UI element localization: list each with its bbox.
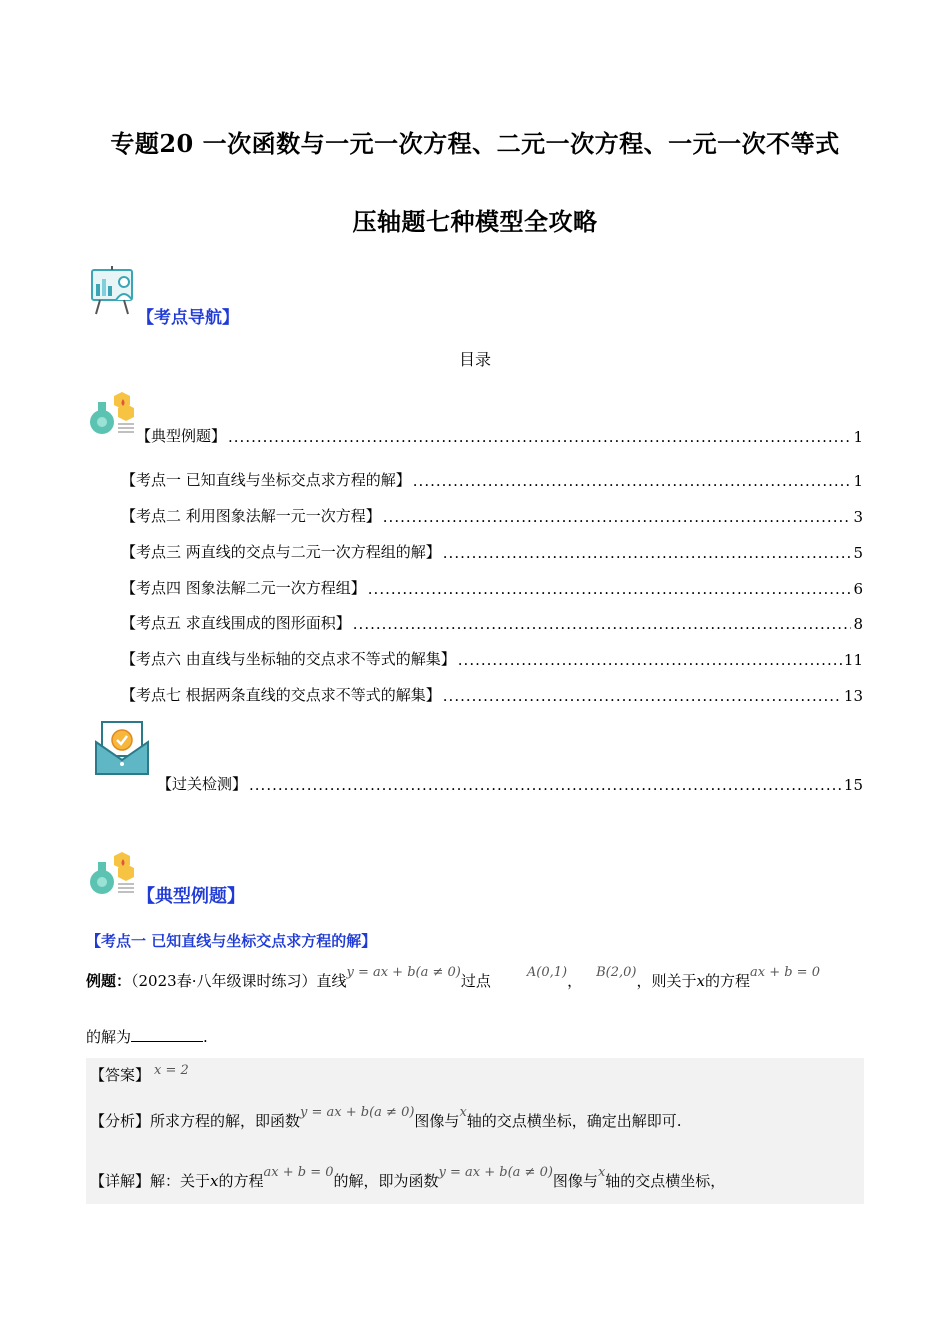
- toc-item-topic4[interactable]: [121, 577, 863, 598]
- toc-item-label: 【考点六 由直线与坐标轴的交点求不等式的解集】: [121, 650, 456, 668]
- analysis-text: 图像与: [414, 1112, 460, 1130]
- page-title-line2: 压轴题七种模型全攻略: [352, 207, 598, 236]
- toc-dot-leader: [368, 580, 852, 598]
- envelope-check-icon: [94, 720, 152, 778]
- analysis-text: 所求方程的解，即函数: [150, 1112, 301, 1130]
- toc-page-number: 1: [853, 428, 863, 446]
- toc-page-number: 8: [853, 615, 863, 633]
- flask-icon: [88, 392, 136, 440]
- toc-dot-leader: [458, 651, 842, 669]
- example-text: 的方程: [704, 972, 750, 990]
- point-b: B(2,0): [596, 965, 637, 980]
- page-title-line1: 专题20 一次函数与一元一次方程、二元一次方程、一元一次不等式: [110, 129, 840, 158]
- toc-page-number: 13: [843, 687, 863, 705]
- toc-item-label: 【考点五 求直线围成的图形面积】: [121, 614, 351, 632]
- toc-dot-leader: [443, 544, 852, 562]
- detail-label: 【详解】: [90, 1172, 151, 1190]
- answer-value: x = 2: [154, 1063, 189, 1078]
- point-a: A(0,1): [526, 965, 568, 980]
- toc-item-topic1[interactable]: [121, 469, 863, 490]
- toc-dot-leader: [443, 687, 842, 705]
- toc-item-label: 【考点四 图象法解二元一次方程组】: [121, 579, 366, 597]
- example-question-cont: [86, 1026, 208, 1047]
- equation: ax + b = 0: [749, 965, 820, 980]
- toc-dot-leader: [413, 472, 852, 490]
- example-text: ，: [567, 972, 583, 990]
- detail-text: 轴的交点横坐标，: [605, 1172, 726, 1190]
- detail-text: 解：关于: [150, 1172, 211, 1190]
- toc-dot-leader: [353, 615, 852, 633]
- toc-item-label: 【考点二 利用图象法解一元一次方程】: [121, 507, 381, 525]
- section-heading: 【典型例题】: [137, 886, 245, 907]
- example-text: 的解为: [86, 1028, 132, 1046]
- example-prefix: 例题：: [86, 972, 132, 990]
- equation: y = ax + b(a ≠ 0): [438, 1165, 553, 1180]
- toc-page-number: 1: [853, 472, 863, 490]
- toc-item-label: 【考点七 根据两条直线的交点求不等式的解集】: [121, 686, 441, 704]
- example-question: [86, 965, 820, 991]
- toc-item-label: 【考点三 两直线的交点与二元一次方程组的解】: [121, 543, 441, 561]
- detail-text: 的解，即为函数: [333, 1172, 439, 1190]
- analysis-label: 【分析】: [90, 1112, 151, 1130]
- equation: ax + b = 0: [263, 1165, 334, 1180]
- equation: y = ax + b(a ≠ 0): [346, 965, 461, 980]
- toc-item-topic6[interactable]: [121, 648, 863, 669]
- variable-x: x: [696, 972, 705, 990]
- toc-item-topic7[interactable]: [121, 684, 863, 705]
- toc-page-number: 5: [853, 544, 863, 562]
- presentation-board-icon: [88, 266, 138, 318]
- variable-x: x: [210, 1172, 219, 1190]
- nav-label: 【考点导航】: [137, 308, 239, 328]
- analysis-line: [90, 1105, 682, 1131]
- toc-item-topic5[interactable]: [121, 612, 863, 633]
- detail-line: [90, 1165, 726, 1191]
- variable-x: x: [597, 1165, 606, 1180]
- toc-item-main[interactable]: [136, 425, 863, 446]
- example-text: .: [203, 1028, 208, 1046]
- toc-page-number: 11: [843, 651, 863, 669]
- answer-label: 【答案】: [90, 1066, 151, 1084]
- toc-item-label: 【过关检测】: [157, 775, 248, 793]
- answer-blank: [131, 1027, 203, 1042]
- equation: y = ax + b(a ≠ 0): [300, 1105, 415, 1120]
- toc-dot-leader: [249, 776, 842, 794]
- topic1-heading: 【考点一 已知直线与坐标交点求方程的解】: [86, 932, 377, 950]
- detail-text: 的方程: [218, 1172, 264, 1190]
- example-text: 过点: [460, 972, 491, 990]
- detail-text: 图像与: [552, 1172, 598, 1190]
- toc-dot-leader: [383, 508, 852, 526]
- flask-icon: [88, 852, 136, 900]
- toc-page-number: 15: [843, 776, 863, 794]
- toc-dot-leader: [228, 428, 851, 446]
- answer-line: [90, 1064, 189, 1085]
- toc-page-number: 3: [853, 508, 863, 526]
- toc-item-topic3[interactable]: [121, 541, 863, 562]
- example-source: （2023春·八年级课时练习）直线: [131, 972, 347, 990]
- toc-item-label: 【典型例题】: [136, 427, 227, 445]
- analysis-text: 轴的交点横坐标，确定出解即可.: [466, 1112, 682, 1130]
- toc-item-label: 【考点一 已知直线与坐标交点求方程的解】: [121, 471, 411, 489]
- toc-item-topic2[interactable]: [121, 505, 863, 526]
- variable-x: x: [459, 1105, 467, 1120]
- toc-item-check[interactable]: [157, 773, 863, 794]
- toc-heading: 目录: [458, 350, 491, 369]
- toc-page-number: 6: [853, 580, 863, 598]
- example-text: ，则关于: [636, 972, 697, 990]
